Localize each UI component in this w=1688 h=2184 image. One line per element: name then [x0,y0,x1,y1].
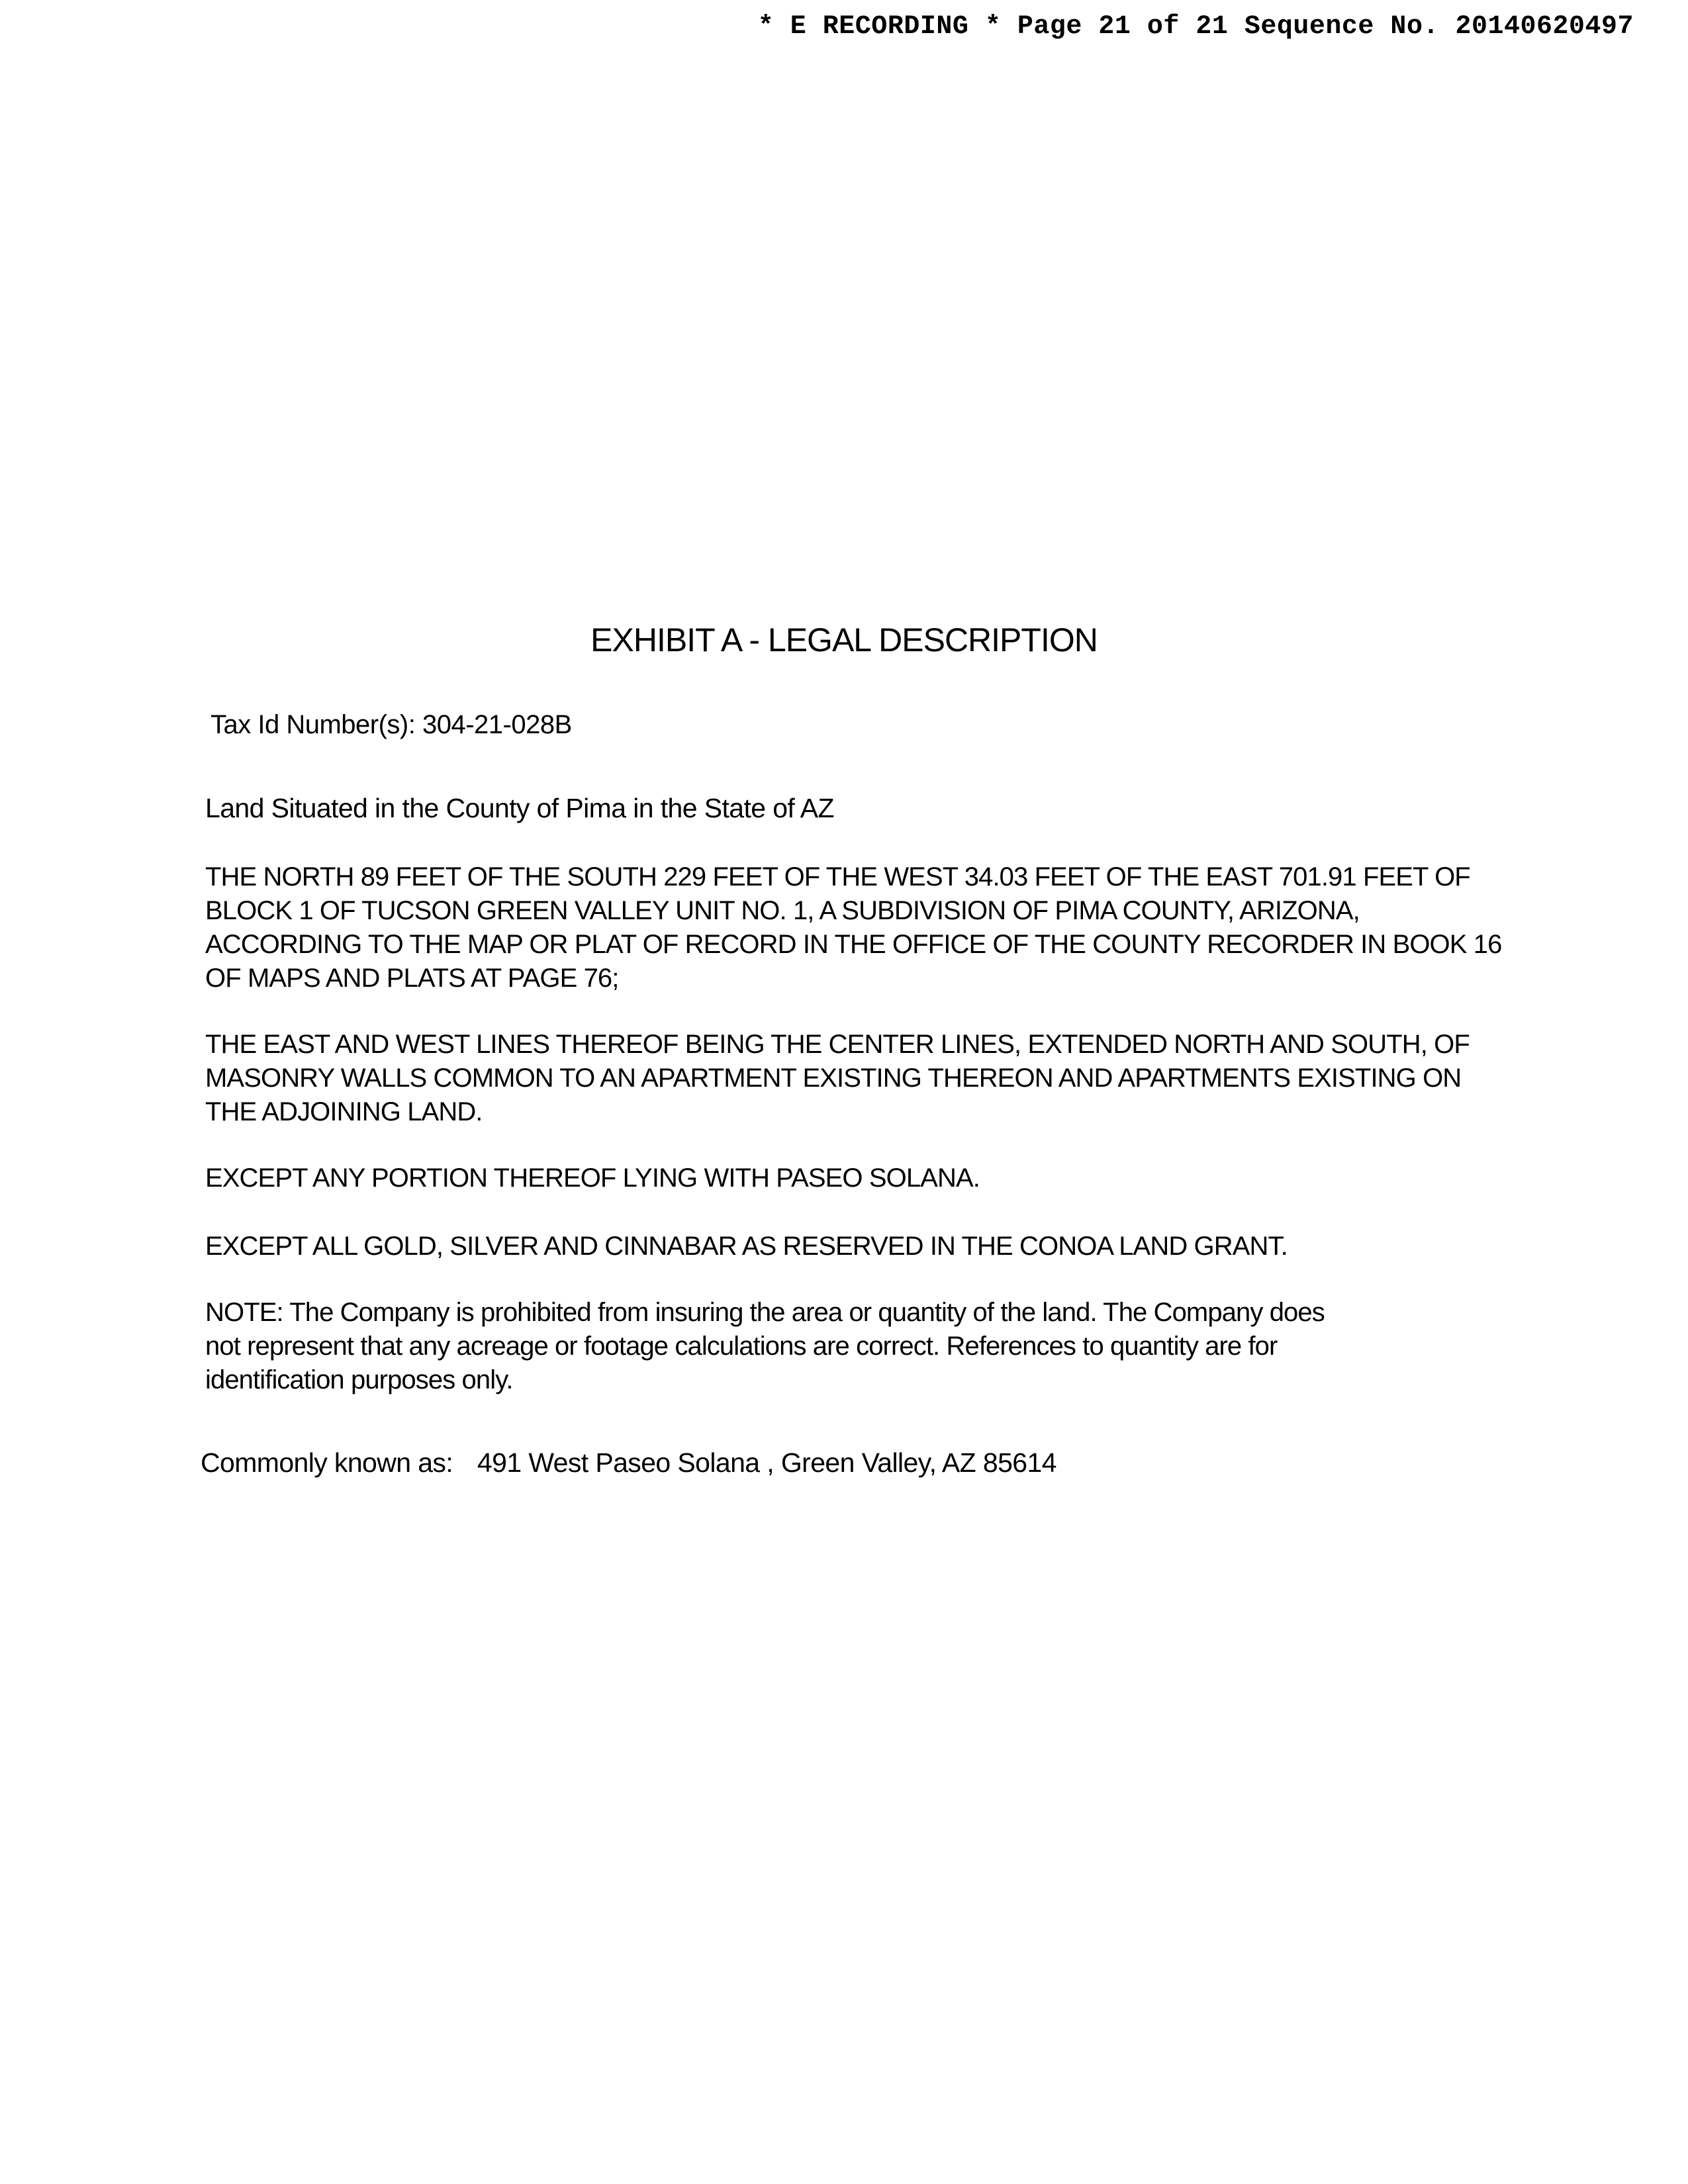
paragraph-line: not represent that any acreage or footage calculations are correct. References to quantity are for [205,1332,1278,1361]
exhibit-title [0,621,1688,659]
paragraph-line: BLOCK 1 OF TUCSON GREEN VALLEY UNIT NO. 1, A SUBDIVISION OF PIMA COUNTY, ARIZONA, [205,896,1360,925]
legal-description-paragraph [205,860,1502,995]
paragraph-line: MASONRY WALLS COMMON TO AN APARTMENT EXISTING THEREON AND APARTMENTS EXISTING ON [205,1064,1462,1093]
recording-stamp-header: * E RECORDING * Page 21 of 21 Sequence No. 20140620497 [757,12,1634,42]
land-situated-statement: Land Situated in the County of Pima in the State of AZ [205,793,834,823]
boundary-lines-paragraph [205,1028,1470,1129]
paragraph-line: identification purposes only. [205,1365,513,1394]
paragraph-line: THE NORTH 89 FEET OF THE SOUTH 229 FEET OF THE WEST 34.03 FEET OF THE EAST 701.91 FEET OF [205,862,1470,891]
exception-minerals-paragraph [205,1230,1423,1263]
paragraph-line: ACCORDING TO THE MAP OR PLAT OF RECORD IN THE OFFICE OF THE COUNTY RECORDER IN BOOK 16 [205,930,1502,959]
property-address: 491 West Paseo Solana , Green Valley, AZ 85614 [477,1447,1056,1478]
paragraph-line: NOTE: The Company is prohibited from insuring the area or quantity of the land. The Company does [205,1298,1325,1327]
exception-paseo-paragraph [205,1161,1423,1195]
tax-id-number: Tax Id Number(s): 304-21-028B [211,710,572,739]
note-paragraph [205,1296,1423,1397]
paragraph-line: EXCEPT ALL GOLD, SILVER AND CINNABAR AS RESERVED IN THE CONOA LAND GRANT. [205,1232,1288,1261]
paragraph-line: EXCEPT ANY PORTION THEREOF LYING WITH PASEO SOLANA. [205,1163,980,1193]
exhibit-title-text: EXHIBIT A - LEGAL DESCRIPTION [590,621,1098,659]
paragraph-line: THE EAST AND WEST LINES THEREOF BEING THE CENTER LINES, EXTENDED NORTH AND SOUTH, OF [205,1030,1470,1059]
commonly-known-label: Commonly known as: [201,1447,453,1478]
commonly-known-as [201,1447,1056,1479]
paragraph-line: OF MAPS AND PLATS AT PAGE 76; [205,964,619,993]
paragraph-line: THE ADJOINING LAND. [205,1097,483,1126]
